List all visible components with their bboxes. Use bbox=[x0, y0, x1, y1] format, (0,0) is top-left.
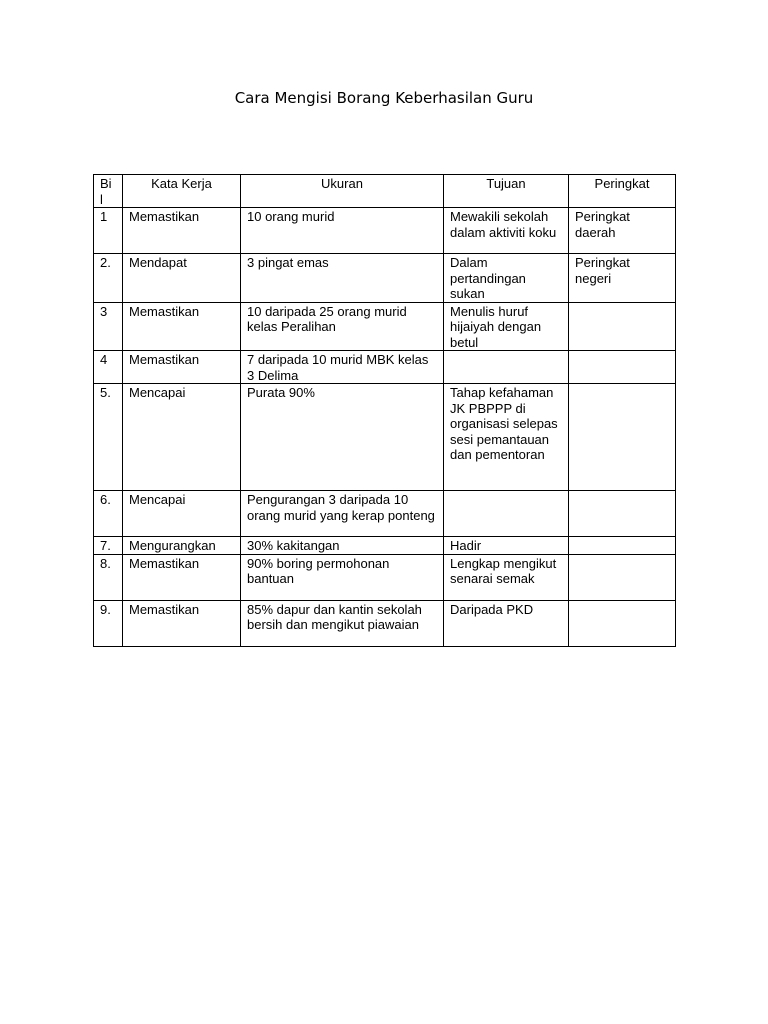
cell-ukuran: 7 daripada 10 murid MBK kelas 3 Delima bbox=[241, 351, 444, 384]
header-tujuan: Tujuan bbox=[444, 175, 569, 208]
cell-bil: 6. bbox=[94, 491, 123, 537]
cell-kata-kerja: Memastikan bbox=[123, 351, 241, 384]
table-row bbox=[94, 554, 676, 600]
table-row bbox=[94, 254, 676, 303]
table-header-row bbox=[94, 175, 676, 208]
table-row bbox=[94, 384, 676, 491]
cell-kata-kerja: Mengurangkan bbox=[123, 537, 241, 555]
cell-bil: 2. bbox=[94, 254, 123, 303]
header-kata-kerja: Kata Kerja bbox=[123, 175, 241, 208]
cell-tujuan: Dalam pertandingan sukan bbox=[444, 254, 569, 303]
table-row bbox=[94, 208, 676, 254]
cell-peringkat bbox=[569, 537, 676, 555]
cell-ukuran: 90% boring permohonan bantuan bbox=[241, 554, 444, 600]
cell-ukuran: 3 pingat emas bbox=[241, 254, 444, 303]
cell-kata-kerja: Memastikan bbox=[123, 302, 241, 351]
cell-peringkat: Peringkat negeri bbox=[569, 254, 676, 303]
cell-peringkat bbox=[569, 554, 676, 600]
cell-kata-kerja: Memastikan bbox=[123, 208, 241, 254]
borang-table bbox=[93, 174, 676, 647]
header-ukuran: Ukuran bbox=[241, 175, 444, 208]
cell-kata-kerja: Mencapai bbox=[123, 491, 241, 537]
cell-peringkat bbox=[569, 491, 676, 537]
header-peringkat: Peringkat bbox=[569, 175, 676, 208]
table-row bbox=[94, 491, 676, 537]
cell-tujuan bbox=[444, 491, 569, 537]
cell-tujuan: Lengkap mengikut senarai semak bbox=[444, 554, 569, 600]
cell-tujuan: Daripada PKD bbox=[444, 600, 569, 646]
cell-peringkat bbox=[569, 384, 676, 491]
cell-kata-kerja: Mencapai bbox=[123, 384, 241, 491]
cell-bil: 1 bbox=[94, 208, 123, 254]
cell-bil: 4 bbox=[94, 351, 123, 384]
cell-peringkat bbox=[569, 302, 676, 351]
cell-bil: 8. bbox=[94, 554, 123, 600]
cell-ukuran: 30% kakitangan bbox=[241, 537, 444, 555]
cell-bil: 5. bbox=[94, 384, 123, 491]
table-row bbox=[94, 302, 676, 351]
cell-ukuran: 10 orang murid bbox=[241, 208, 444, 254]
cell-tujuan: Tahap kefahaman JK PBPPP di organisasi selepas sesi pemantauan dan pementoran bbox=[444, 384, 569, 491]
table-row bbox=[94, 600, 676, 646]
cell-tujuan bbox=[444, 351, 569, 384]
page-title: Cara Mengisi Borang Keberhasilan Guru bbox=[234, 89, 534, 107]
cell-ukuran: Purata 90% bbox=[241, 384, 444, 491]
cell-peringkat: Peringkat daerah bbox=[569, 208, 676, 254]
cell-kata-kerja: Memastikan bbox=[123, 600, 241, 646]
cell-kata-kerja: Mendapat bbox=[123, 254, 241, 303]
cell-peringkat bbox=[569, 600, 676, 646]
table-row bbox=[94, 537, 676, 555]
cell-ukuran: 85% dapur dan kantin sekolah bersih dan mengikut piawaian bbox=[241, 600, 444, 646]
cell-ukuran: 10 daripada 25 orang murid kelas Peralihan bbox=[241, 302, 444, 351]
table-row bbox=[94, 351, 676, 384]
cell-bil: 9. bbox=[94, 600, 123, 646]
cell-tujuan: Hadir bbox=[444, 537, 569, 555]
cell-ukuran: Pengurangan 3 daripada 10 orang murid yang kerap ponteng bbox=[241, 491, 444, 537]
header-bil bbox=[94, 175, 123, 208]
cell-bil: 7. bbox=[94, 537, 123, 555]
header-bil-line2: l bbox=[100, 191, 103, 207]
cell-bil: 3 bbox=[94, 302, 123, 351]
cell-peringkat bbox=[569, 351, 676, 384]
cell-tujuan: Menulis huruf hijaiyah dengan betul bbox=[444, 302, 569, 351]
cell-kata-kerja: Memastikan bbox=[123, 554, 241, 600]
header-bil-line1: Bi bbox=[100, 176, 112, 191]
cell-tujuan: Mewakili sekolah dalam aktiviti koku bbox=[444, 208, 569, 254]
